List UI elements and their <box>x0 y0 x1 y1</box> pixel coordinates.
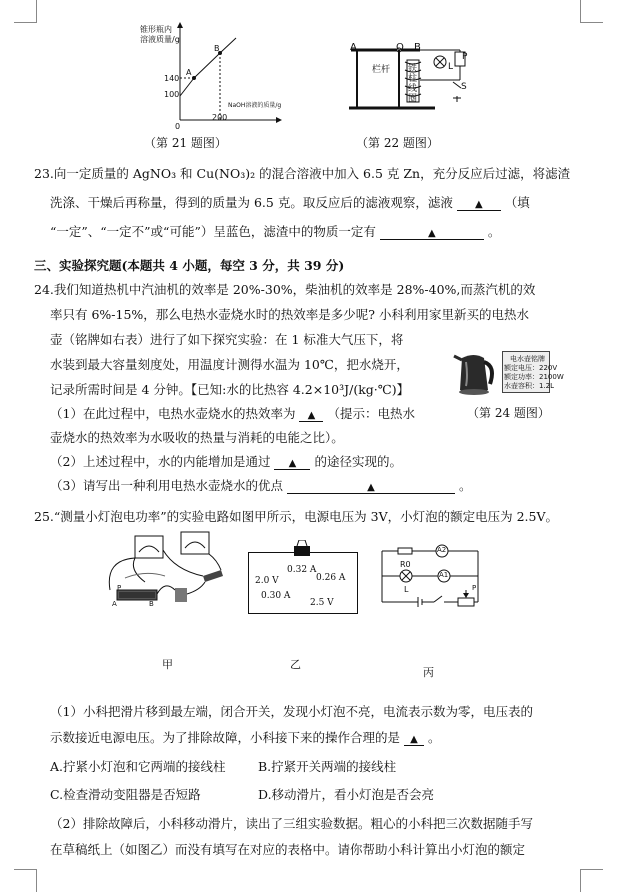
fig22-label-p: P <box>462 52 468 62</box>
crop-mark-bottom-left <box>14 869 37 892</box>
q25-option-a: A.拧紧小灯泡和它两端的接线柱 <box>50 759 226 774</box>
fig21-y140: 140 <box>164 74 180 83</box>
q25-sub1-tail: 。 <box>427 730 441 745</box>
fig21-xlabel: NaOH溶液的质量/g <box>228 102 282 109</box>
q25-sub2-line1: （2）排除故障后，小科移动滑片，读出了三组实验数据。粗心的小科把三次数据随手写 <box>50 816 533 831</box>
q25-blank-1 <box>404 730 424 746</box>
fig22-rail: 栏杆 <box>372 65 391 75</box>
q23-blank-2 <box>380 224 484 240</box>
q23-line3-text: “一定”、“一定不”或“可能”）呈蓝色，滤渣中的物质一定有 <box>50 224 376 239</box>
fig21-caption: （第 21 题图） <box>144 136 227 150</box>
q24-sub2-tail: 的途径实现的。 <box>314 454 402 469</box>
q25-sub1-line2 <box>50 728 441 746</box>
fig25-bing-l: L <box>404 585 409 594</box>
fig25-label-yi: 乙 <box>290 658 301 671</box>
blank-marker-icon: ▲ <box>474 199 483 210</box>
fig25-yi-note4: 0.30 A <box>261 591 291 601</box>
fig22-label-l: L <box>448 62 454 72</box>
q24-line2: 率只有 6%-15%，那么电热水壶烧水时的热效率是多少呢? 小科利用家里新买的电热水 <box>50 307 529 322</box>
fig21-ylabel-line1: 锥形瓶内 <box>140 25 172 34</box>
q24-blank-2 <box>274 454 310 470</box>
q24-line4: 水装到最大容量刻度处，用温度计测得水温为 10℃，把水烧开， <box>50 357 409 372</box>
nameplate-line2: 额定功率：2100W <box>504 373 564 381</box>
nameplate-line1: 额定电压：220V <box>504 364 558 372</box>
q24-sub3 <box>50 476 471 494</box>
fig25-label-jia: 甲 <box>162 658 173 671</box>
fig21-x200: 200 <box>212 113 228 122</box>
q24-sub1-text: （1）在此过程中，电热水壶烧水的热效率为 <box>50 406 296 421</box>
fig21-x0: 0 <box>175 122 181 131</box>
q25-sub2-line2: 在草稿纸上（如图乙）而没有填写在对应的表格中。请你帮助小科计算出小灯泡的额定 <box>50 842 526 857</box>
fig25-yi-note2: 0.26 A <box>316 573 346 583</box>
nameplate-line3: 水壶容积：1.2L <box>504 382 555 390</box>
blank-marker-icon: ▲ <box>288 458 297 469</box>
q23-line1: 23.向一定质量的 AgNO₃ 和 Cu(NO₃)₂ 的混合溶液中加入 6.5 克 Zn，充分反应后过滤，将滤渣 <box>34 166 571 181</box>
q24-sub2-text: （2）上述过程中，水的内能增加是通过 <box>50 454 271 469</box>
q25-sub1-text: 示数接近电源电压。为了排除故障，小科接下来的操作合理的是 <box>50 730 401 745</box>
q24-line3: 壶（铭牌如右表）进行了如下探究实验：在 1 标准大气压下，将 <box>50 332 404 347</box>
figure-25-bing-schematic <box>378 540 493 618</box>
fig22-core: 铁柱线圈 <box>408 64 418 104</box>
q24-blank-1 <box>299 406 323 422</box>
figure-25-jia-circuit <box>105 530 235 615</box>
q24-sub1-tail: （提示：电热水 <box>327 406 415 421</box>
q25-option-b: B.拧紧开关两端的接线柱 <box>258 759 397 774</box>
q24-line1: 24.我们知道热机中汽油机的效率是 20%-30%，柴油机的效率是 28%-40%,而蒸汽机的效 <box>34 282 536 297</box>
fig25-yi-note3: 2.0 V <box>255 576 279 586</box>
fig22-label-b: B <box>414 42 421 53</box>
q25-line1: 25.“测量小灯泡电功率”的实验电路如图甲所示，电源电压为 3V，小灯泡的额定电压为 2.5V。 <box>34 509 558 524</box>
q23-line2-tail: （填 <box>504 195 530 210</box>
q25-option-c: C.检查滑动变阻器是否短路 <box>50 787 201 802</box>
fig25-bing-r0: R0 <box>400 560 411 569</box>
blank-marker-icon: ▲ <box>427 228 436 239</box>
q25-option-d: D.移动滑片，看小灯泡是否会亮 <box>258 787 435 802</box>
fig22-label-a: A <box>350 42 357 53</box>
fig24-caption: （第 24 题图） <box>467 406 550 420</box>
fig25-bing-p: P <box>472 584 477 592</box>
fig25-yi-note1: 0.32 A <box>287 565 317 575</box>
q24-blank-3 <box>287 478 455 494</box>
fig21-point-a: A <box>186 68 192 77</box>
fig25-bing-a2: A2 <box>437 546 447 554</box>
fig25-bing-a1: A1 <box>439 571 449 579</box>
blank-marker-icon: ▲ <box>307 410 316 421</box>
crop-mark-bottom-right <box>580 869 603 892</box>
q24-line5: 记录所需时间是 4 分钟。【已知:水的比热容 4.2×10³J/(kg·℃)】 <box>50 382 410 397</box>
kettle-image <box>450 350 498 398</box>
fig25-jia-p: P <box>117 584 122 592</box>
q24-sub1 <box>50 404 415 422</box>
fig22-label-o: O <box>396 42 404 53</box>
q24-sub3-tail: 。 <box>458 478 472 493</box>
blank-marker-icon: ▲ <box>367 482 375 493</box>
crop-mark-top-left <box>14 0 37 23</box>
crop-mark-top-right <box>580 0 603 23</box>
fig25-jia-b: B <box>149 600 154 608</box>
q24-sub1-cont: 壶烧水的热效率为水吸收的热量与消耗的电能之比）。 <box>50 430 344 445</box>
fig25-jia-a: A <box>112 600 117 608</box>
fig21-ylabel-line2: 溶液质量/g <box>140 35 180 44</box>
q24-sub2 <box>50 452 402 470</box>
q25-sub1-line1: （1）小科把滑片移到最左端，闭合开关，发现小灯泡不亮，电流表示数为零，电压表的 <box>50 704 533 719</box>
fig25-yi-note5: 2.5 V <box>310 598 334 608</box>
q23-line2-text: 洗涤、干燥后再称量，得到的质量为 6.5 克。取反应后的滤液观察，滤液 <box>50 195 453 210</box>
fig22-label-s: S <box>461 82 467 92</box>
binder-clip-icon <box>292 540 312 556</box>
q23-blank-1 <box>457 195 501 211</box>
q23-line2 <box>50 193 530 211</box>
fig21-y100: 100 <box>164 90 180 99</box>
fig25-label-bing: 丙 <box>423 666 434 679</box>
blank-marker-icon: ▲ <box>410 734 418 745</box>
fig21-point-b: B <box>214 44 220 53</box>
q24-sub3-text: （3）请写出一种利用电热水壶烧水的优点 <box>50 478 283 493</box>
nameplate-title: 电水壶铭牌 <box>510 355 545 363</box>
q23-line3-tail: 。 <box>487 224 501 239</box>
fig22-caption: （第 22 题图） <box>356 136 439 150</box>
section-3-title: 三、实验探究题(本题共 4 小题，每空 3 分，共 39 分) <box>34 258 345 273</box>
q23-line3 <box>50 222 500 240</box>
